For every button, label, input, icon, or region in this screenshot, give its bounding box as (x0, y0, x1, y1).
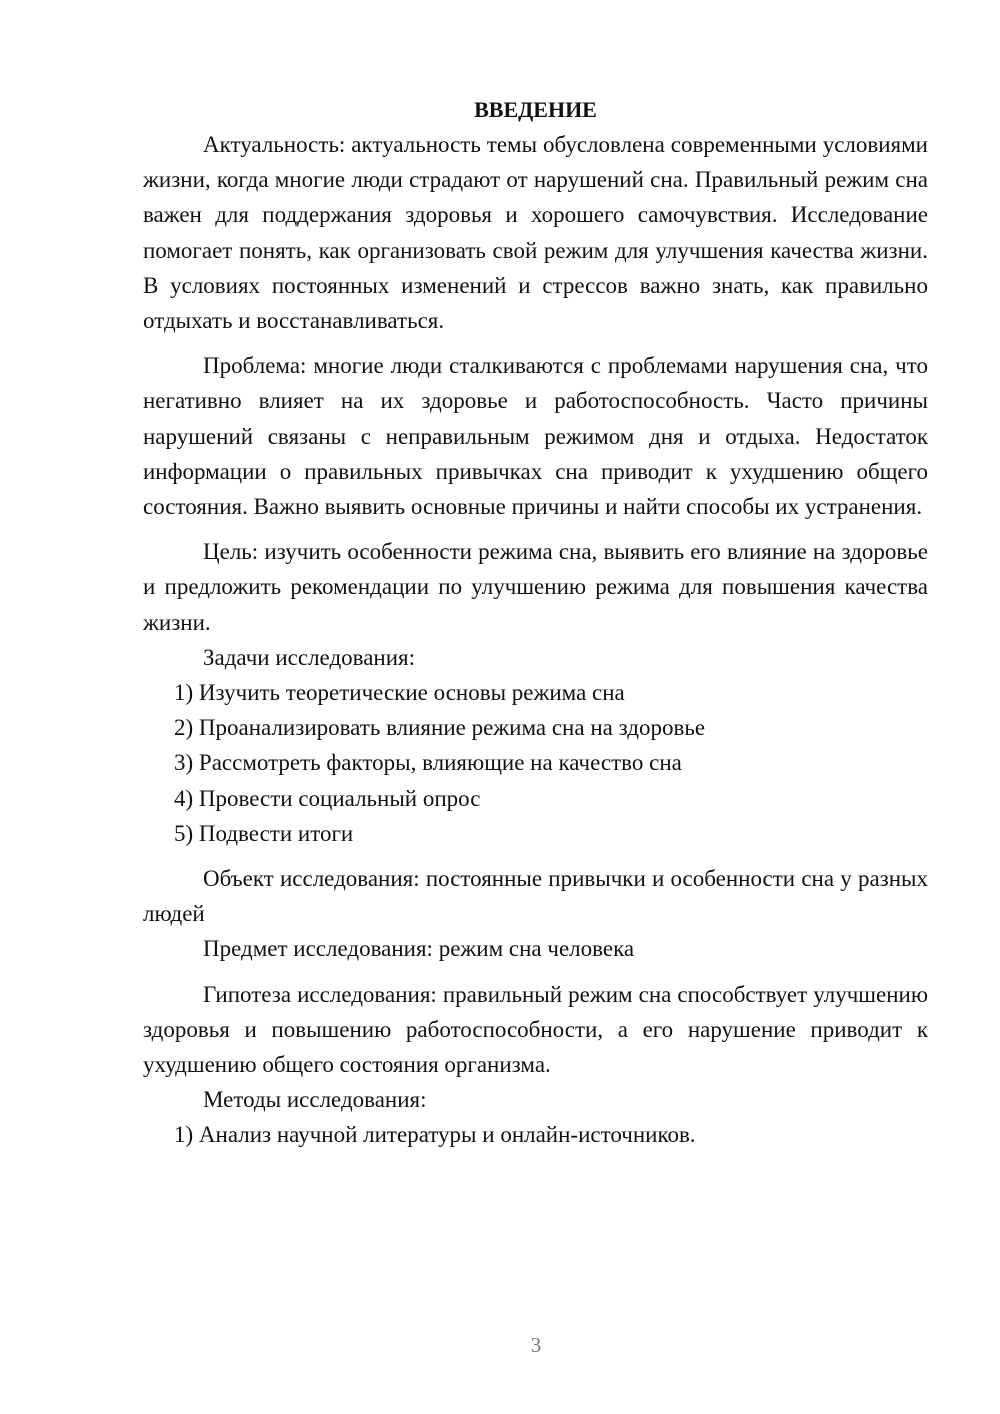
page-number: 3 (530, 1333, 542, 1357)
list-item: 1) Анализ научной литературы и онлайн-источников. (174, 1122, 696, 1148)
methods-list (143, 1117, 928, 1152)
page-title: ВВЕДЕНИЕ (474, 97, 597, 122)
list-item: 2) Проанализировать влияние режима сна на здоровье (174, 715, 706, 741)
goal-paragraph: Цель: изучить особенности режима сна, выявить его влияние на здоровье и предложить рекомендации по улучшению режима для повышения качества жизни. (143, 539, 928, 635)
list-item: 4) Провести социальный опрос (174, 785, 481, 811)
problem-paragraph: Проблема: многие люди сталкиваются с проблемами нарушения сна, что негативно влияет на их здоровье и работоспособность. Часто причины нарушений связаны с неправильным режимом дня и отдыха. Недостаток информации о правильных привычках сна приводит к ухудшению общего состояния. Важно выявить основные причины и найти способы их устранения. (143, 353, 928, 520)
list-item: 1) Изучить теоретические основы режима сна (174, 680, 625, 706)
list-item: 3) Рассмотреть факторы, влияющие на качество сна (174, 750, 682, 776)
object-paragraph: Объект исследования: постоянные привычки и особенности сна у разных людей (143, 866, 928, 927)
page-content (143, 92, 928, 1153)
subject-paragraph: Предмет исследования: режим сна человека (203, 936, 635, 962)
tasks-list (143, 675, 928, 851)
relevance-paragraph: Актуальность: актуальность темы обусловлена современными условиями жизни, когда многие люди страдают от нарушений сна. Правильный режим сна важен для поддержания здоровья и хорошего самочувствия. Исследование помогает понять, как организовать свой режим для улучшения качества жизни. В условиях постоянных изменений и стрессов важно знать, как правильно отдыхать и восстанавливаться. (143, 132, 928, 334)
hypothesis-paragraph: Гипотеза исследования: правильный режим сна способствует улучшению здоровья и повышению работоспособности, а его нарушение приводит к ухудшению общего состояния организма. (143, 981, 928, 1078)
tasks-heading: Задачи исследования: (203, 644, 416, 670)
list-item: 5) Подвести итоги (174, 820, 354, 846)
methods-heading: Методы исследования: (203, 1087, 427, 1113)
